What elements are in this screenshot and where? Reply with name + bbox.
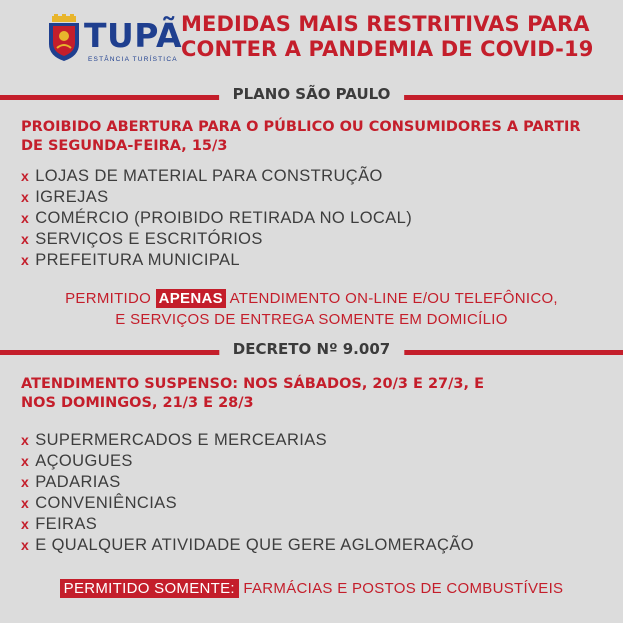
- x-mark-icon: x: [21, 252, 30, 268]
- list-item: [21, 451, 474, 472]
- band-decreto: [0, 337, 623, 367]
- logo-wordmark: TUPÃ: [84, 16, 183, 55]
- list-item-text: PREFEITURA MUNICIPAL: [35, 251, 240, 269]
- note-highlight: PERMITIDO SOMENTE:: [60, 579, 239, 598]
- headline-line-1: MEDIDAS MAIS RESTRITIVAS PARA: [181, 12, 590, 36]
- section1-title-line-2: DE SEGUNDA-FEIRA, 15/3: [21, 138, 228, 154]
- list-item-text: E QUALQUER ATIVIDADE QUE GERE AGLOMERAÇÃO: [35, 536, 474, 554]
- x-mark-icon: x: [21, 474, 30, 490]
- x-mark-icon: x: [21, 168, 30, 184]
- band-plano-sao-paulo: [0, 82, 623, 112]
- list-item: [21, 514, 474, 535]
- list-item-text: CONVENIÊNCIAS: [35, 494, 177, 512]
- tupa-logo: [44, 14, 194, 64]
- section2-note: [0, 578, 623, 599]
- list-item: [21, 166, 412, 187]
- headline-line-2: CONTER A PANDEMIA DE COVID-19: [181, 37, 594, 61]
- section2-title-line-1: ATENDIMENTO SUSPENSO: NOS SÁBADOS, 20/3 E 27/3, E: [21, 376, 484, 392]
- list-item-text: AÇOUGUES: [35, 452, 133, 470]
- band-label: PLANO SÃO PAULO: [219, 85, 405, 103]
- note-prefix: PERMITIDO: [65, 290, 152, 307]
- list-item: [21, 472, 474, 493]
- list-item: [21, 208, 412, 229]
- section1-note-line-2: E SERVIÇOS DE ENTREGA SOMENTE EM DOMICÍLIO: [115, 311, 508, 328]
- x-mark-icon: x: [21, 516, 30, 532]
- header: [0, 0, 623, 80]
- x-mark-icon: x: [21, 537, 30, 553]
- section2-title-line-2: NOS DOMINGOS, 21/3 E 28/3: [21, 395, 254, 411]
- list-item-text: PADARIAS: [35, 473, 121, 491]
- section2-title: [21, 375, 484, 413]
- list-item-text: LOJAS DE MATERIAL PARA CONSTRUÇÃO: [35, 167, 383, 185]
- section2-list: [21, 430, 474, 556]
- x-mark-icon: x: [21, 432, 30, 448]
- section1-title-line-1: PROIBIDO ABERTURA PARA O PÚBLICO OU CONSUMIDORES A PARTIR: [21, 119, 581, 135]
- note-suffix: ATENDIMENTO ON-LINE E/OU TELEFÔNICO,: [229, 290, 558, 307]
- list-item: [21, 493, 474, 514]
- list-item-text: SERVIÇOS E ESCRITÓRIOS: [35, 230, 263, 248]
- section1-note-line-1: [0, 288, 623, 309]
- list-item-text: SUPERMERCADOS E MERCEARIAS: [35, 431, 328, 449]
- list-item: [21, 535, 474, 556]
- city-crest-icon: [44, 14, 84, 62]
- section1-list: [21, 166, 412, 271]
- list-item-text: FEIRAS: [35, 515, 98, 533]
- section1-title: [21, 118, 581, 156]
- list-item: [21, 229, 412, 250]
- section1-note: [0, 288, 623, 330]
- logo-subtitle: ESTÂNCIA TURÍSTICA: [88, 56, 178, 63]
- note-suffix: FARMÁCIAS E POSTOS DE COMBUSTÍVEIS: [243, 580, 564, 597]
- x-mark-icon: x: [21, 495, 30, 511]
- headline: [181, 12, 601, 62]
- x-mark-icon: x: [21, 453, 30, 469]
- list-item: [21, 187, 412, 208]
- list-item: [21, 250, 412, 271]
- list-item-text: COMÉRCIO (PROIBIDO RETIRADA NO LOCAL): [35, 209, 413, 227]
- note-highlight: APENAS: [156, 289, 226, 308]
- x-mark-icon: x: [21, 231, 30, 247]
- list-item-text: IGREJAS: [35, 188, 109, 206]
- x-mark-icon: x: [21, 189, 30, 205]
- band-label: DECRETO Nº 9.007: [219, 340, 404, 358]
- list-item: [21, 430, 474, 451]
- x-mark-icon: x: [21, 210, 30, 226]
